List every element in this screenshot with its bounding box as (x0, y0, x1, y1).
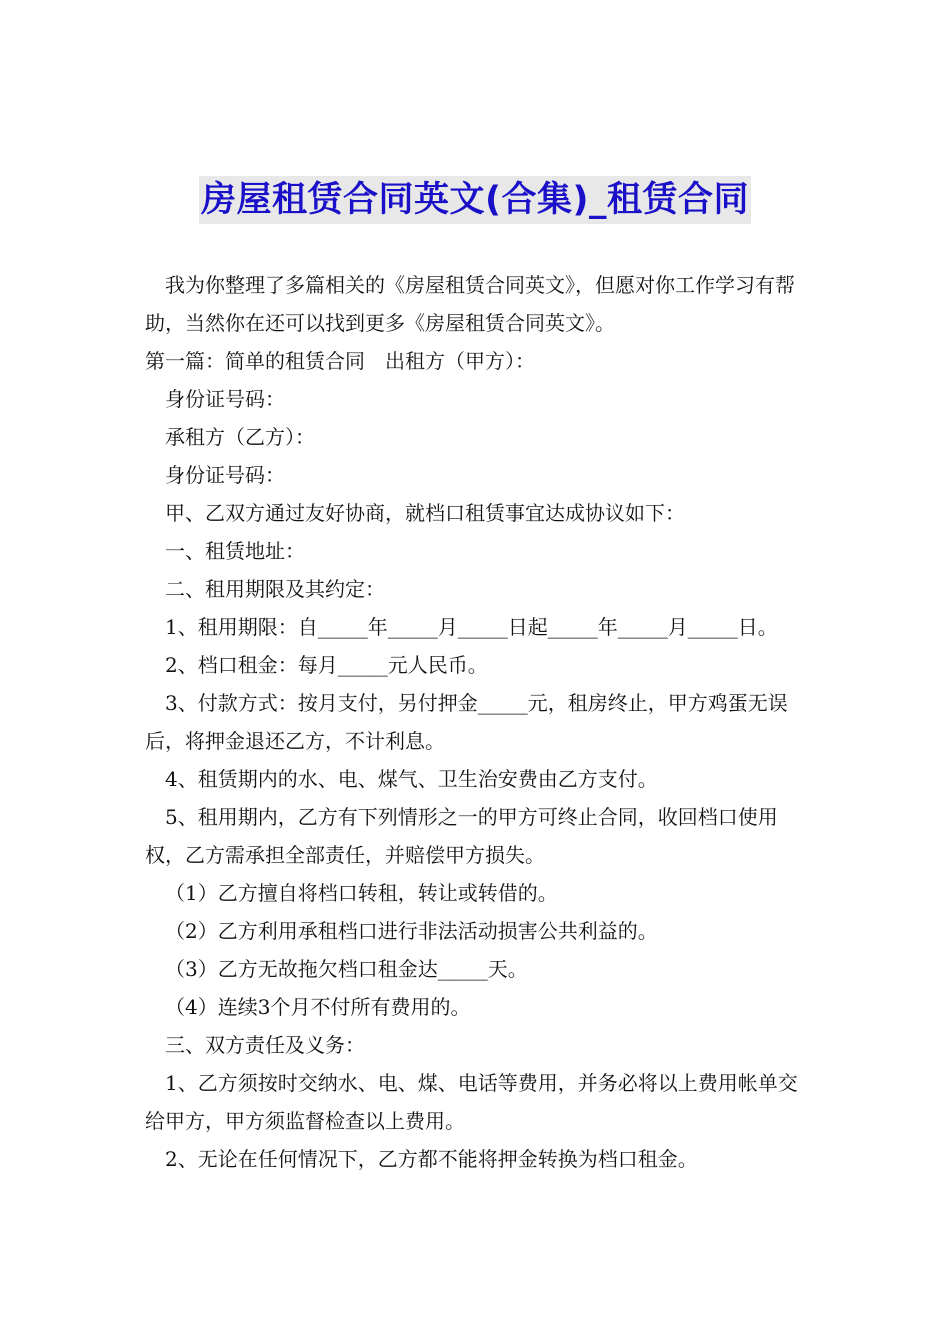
paragraph-item-1: （1）乙方擅自将档口转租，转让或转借的。 (165, 881, 558, 905)
paragraph-duty-1: 1、乙方须按时交纳水、电、煤、电话等费用，并务必将以上费用帐单交给甲方，甲方须监督检查以上费用。 (145, 1071, 798, 1133)
paragraph-clause-2: 二、租用期限及其约定： (165, 577, 385, 601)
paragraph-payment: 3、付款方式：按月支付，另付押金_____元，租房终止，甲方鸡蛋无误后，将押金退还乙方，不计利息。 (145, 691, 788, 753)
paragraph-clause-3: 三、双方责任及义务： (165, 1033, 365, 1057)
paragraph-item-3: （3）乙方无故拖欠档口租金达_____天。 (165, 957, 528, 981)
paragraph-clause-1: 一、租赁地址： (165, 539, 305, 563)
paragraph-item-4: （4）连续3个月不付所有费用的。 (165, 995, 471, 1019)
paragraph-duty-2: 2、无论在任何情况下，乙方都不能将押金转换为档口租金。 (165, 1147, 698, 1171)
paragraph-term: 1、租用期限：自_____年_____月_____日起_____年_____月_____日。 (165, 615, 778, 639)
paragraph-tenant: 承租方（乙方）： (165, 425, 315, 449)
paragraph-rent: 2、档口租金：每月_____元人民币。 (165, 653, 488, 677)
paragraph-utilities: 4、租赁期内的水、电、煤气、卫生治安费由乙方支付。 (165, 767, 658, 791)
title-container (0, 176, 950, 224)
document-body (145, 266, 809, 1178)
document-title: 房屋租赁合同英文(合集)_租赁合同 (199, 176, 751, 224)
paragraph-id-number-b: 身份证号码： (165, 463, 285, 487)
paragraph-intro: 我为你整理了多篇相关的《房屋租赁合同英文》，但愿对你工作学习有帮助，当然你在还可以找到更多《房屋租赁合同英文》。 (145, 273, 795, 335)
paragraph-section-one: 第一篇：简单的租赁合同 出租方（甲方）： (145, 349, 535, 373)
paragraph-agreement: 甲、乙双方通过友好协商，就档口租赁事宜达成协议如下： (165, 501, 685, 525)
paragraph-id-number-a: 身份证号码： (165, 387, 285, 411)
paragraph-item-2: （2）乙方利用承租档口进行非法活动损害公共利益的。 (165, 919, 658, 943)
paragraph-termination: 5、租用期内，乙方有下列情形之一的甲方可终止合同，收回档口使用权，乙方需承担全部责任，并赔偿甲方损失。 (145, 805, 778, 867)
